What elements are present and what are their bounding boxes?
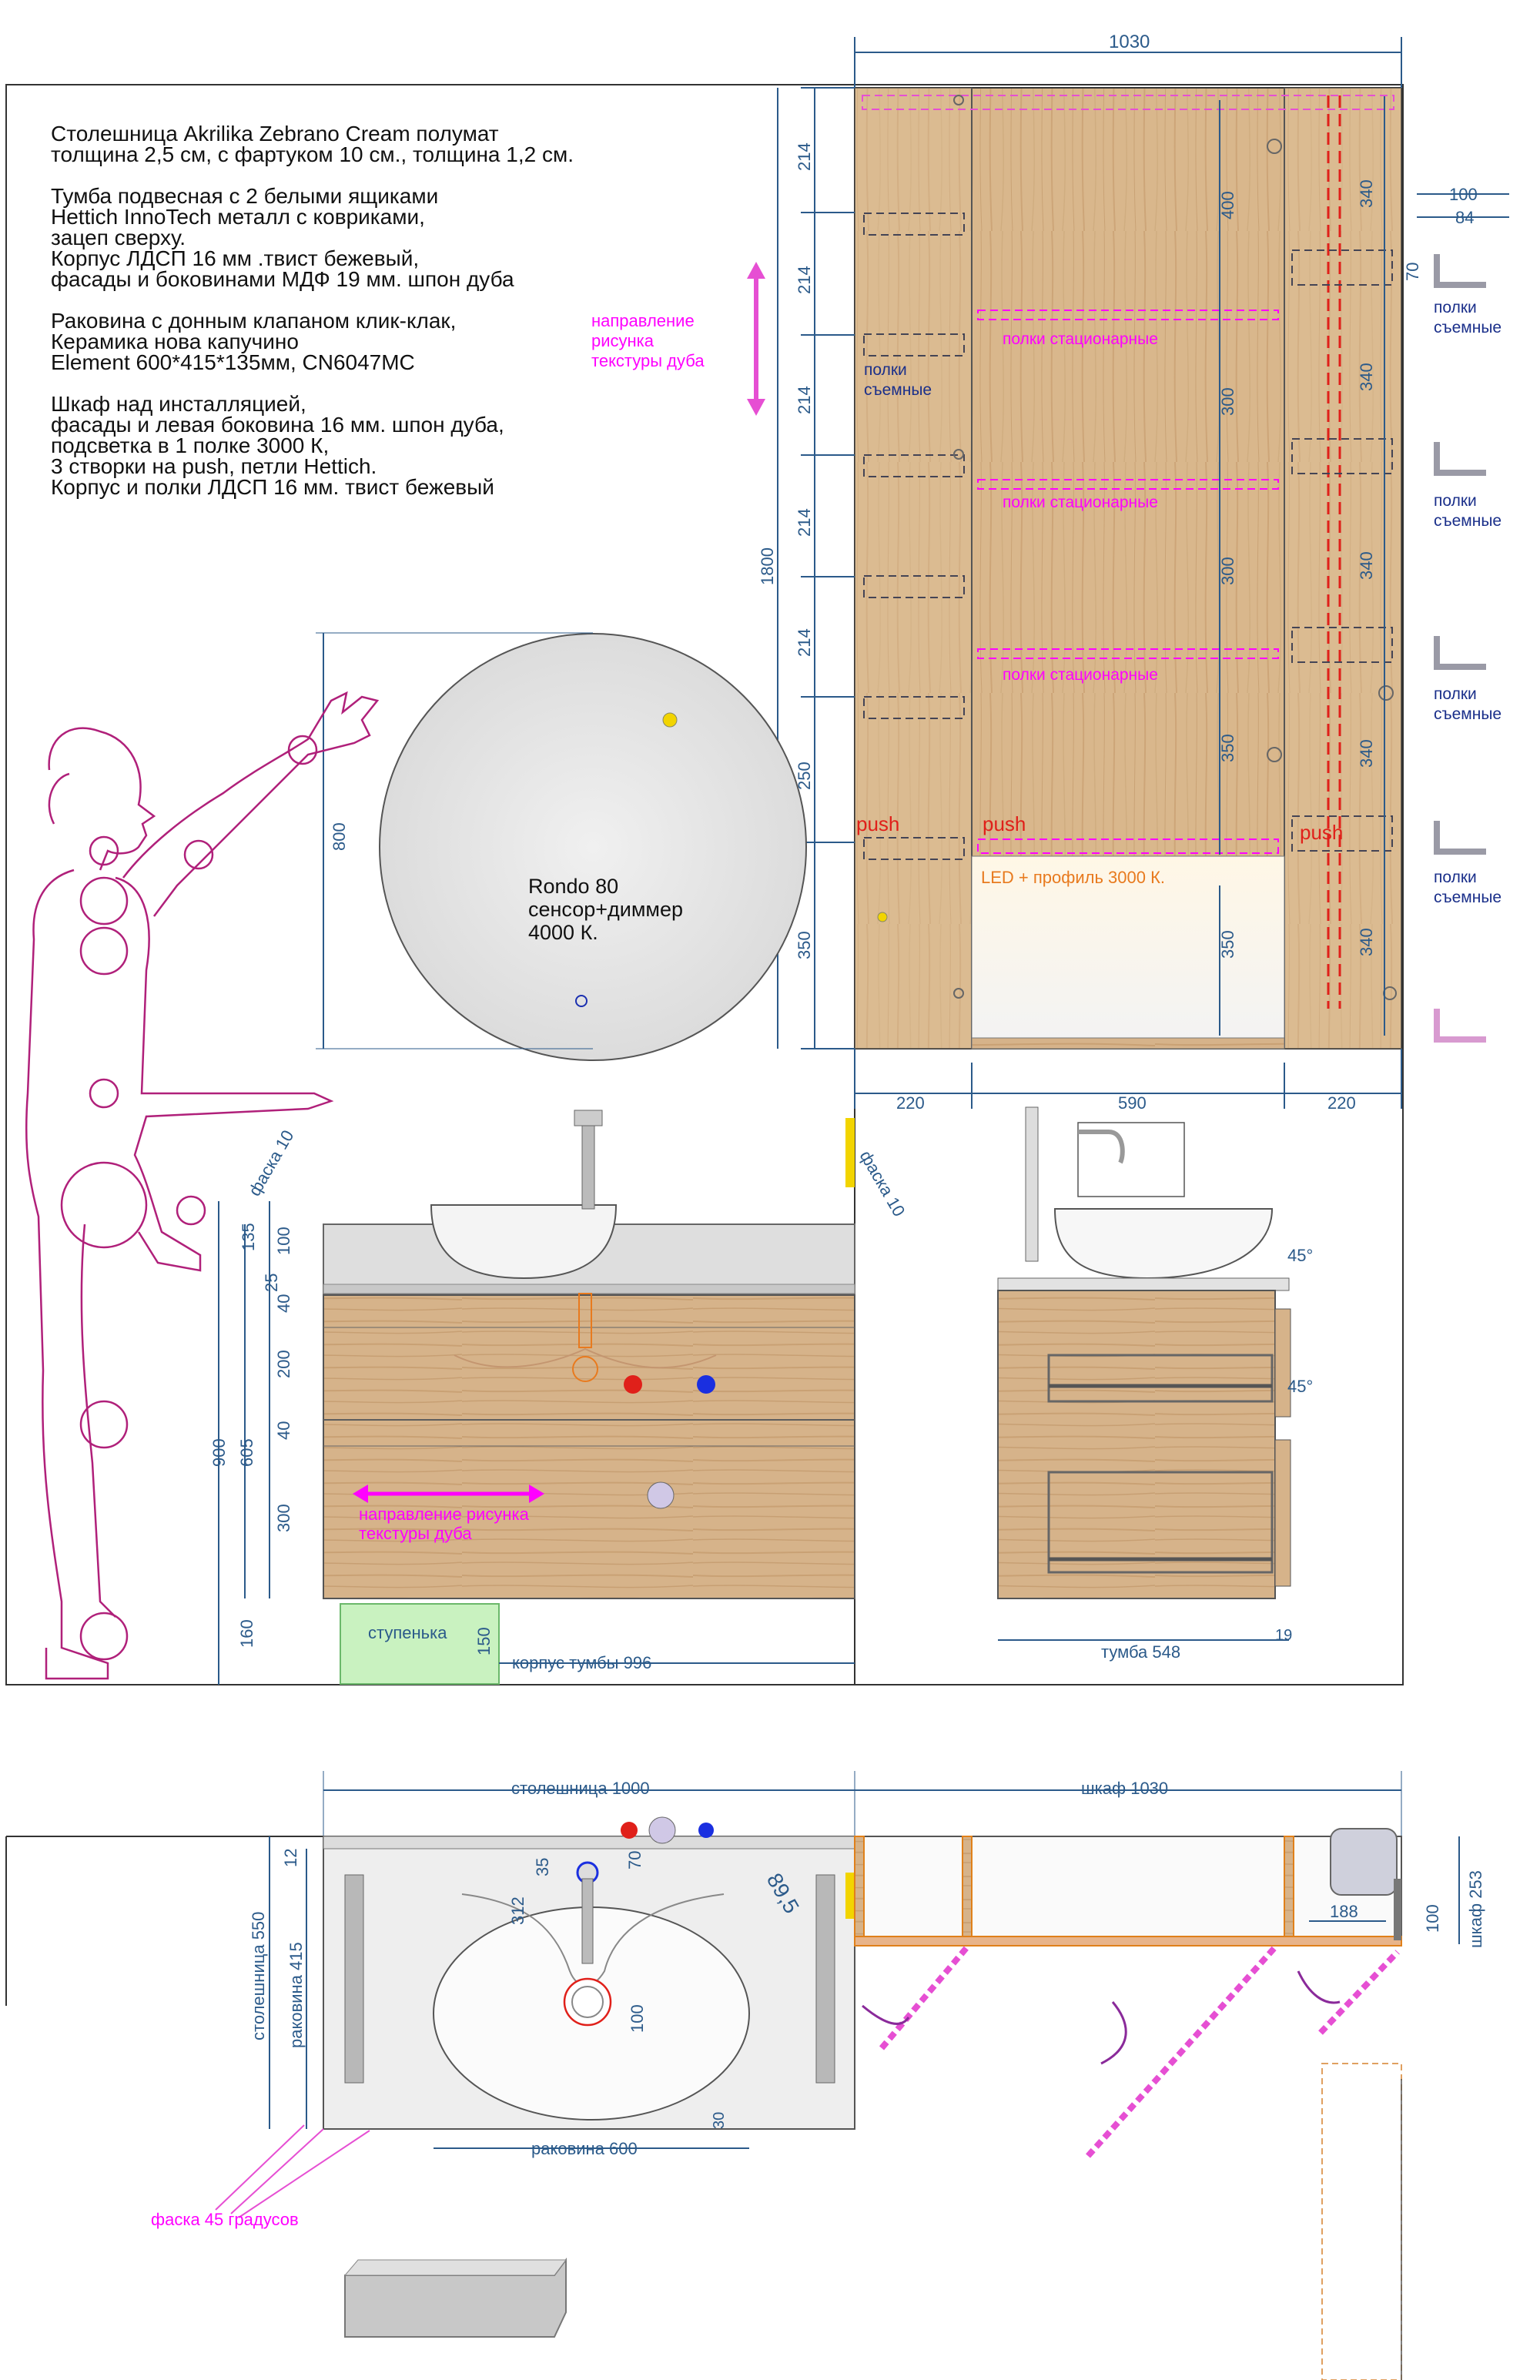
spec-line: Hettich InnoTech металл с ковриками, bbox=[51, 205, 425, 229]
svg-text:214: 214 bbox=[795, 386, 814, 414]
svg-text:полки: полки bbox=[1434, 299, 1477, 316]
spec-block bbox=[51, 123, 744, 165]
svg-text:корпус тумбы 996: корпус тумбы 996 bbox=[512, 1653, 652, 1672]
spec-line: Element 600*415*135мм, CN6047MC bbox=[51, 350, 415, 374]
spec-line: зацеп сверху. bbox=[51, 226, 186, 249]
svg-text:350: 350 bbox=[1218, 734, 1237, 762]
mirror-label-3: 4000 К. bbox=[528, 921, 598, 944]
svg-text:214: 214 bbox=[795, 628, 814, 657]
svg-text:40: 40 bbox=[274, 1294, 293, 1313]
fixed-shelves-label-3: полки стационарные bbox=[1003, 666, 1158, 684]
svg-text:направление: направление bbox=[591, 311, 695, 330]
svg-text:70: 70 bbox=[1403, 262, 1422, 281]
push-label-right: push bbox=[1300, 821, 1344, 844]
vanity-front bbox=[323, 1110, 855, 1684]
svg-text:900: 900 bbox=[209, 1438, 229, 1467]
svg-text:250: 250 bbox=[795, 762, 814, 790]
svg-text:300: 300 bbox=[1218, 387, 1237, 416]
svg-text:шкаф 253: шкаф 253 bbox=[1466, 1870, 1485, 1948]
svg-text:214: 214 bbox=[795, 266, 814, 294]
svg-text:350: 350 bbox=[795, 931, 814, 959]
svg-text:30: 30 bbox=[711, 2111, 728, 2129]
svg-text:19: 19 bbox=[1275, 1627, 1293, 1644]
svg-text:100: 100 bbox=[1423, 1904, 1442, 1933]
drain-dot bbox=[648, 1482, 674, 1508]
svg-text:съемные: съемные bbox=[1434, 889, 1502, 906]
spec-line: Шкаф над инсталляцией, bbox=[51, 392, 306, 416]
svg-text:214: 214 bbox=[795, 508, 814, 537]
svg-text:135: 135 bbox=[239, 1223, 258, 1251]
svg-text:1800: 1800 bbox=[758, 547, 777, 585]
svg-text:шкаф 1030: шкаф 1030 bbox=[1081, 1779, 1169, 1798]
mirror-rondo bbox=[316, 633, 806, 1060]
svg-text:300: 300 bbox=[1218, 557, 1237, 585]
fixed-shelves-label-2: полки стационарные bbox=[1003, 494, 1158, 511]
svg-text:590: 590 bbox=[1118, 1093, 1147, 1113]
svg-text:12: 12 bbox=[281, 1848, 300, 1867]
svg-text:текстуры дуба: текстуры дуба bbox=[591, 351, 705, 370]
mirror-label-1: Rondo 80 bbox=[528, 875, 619, 898]
svg-text:220: 220 bbox=[896, 1093, 925, 1113]
svg-text:800: 800 bbox=[330, 822, 349, 851]
spec-line: 3 створки на push, петли Hettich. bbox=[51, 454, 377, 478]
svg-text:312: 312 bbox=[508, 1896, 527, 1925]
led-label: LED + профиль 3000 К. bbox=[981, 868, 1166, 887]
svg-text:100: 100 bbox=[1449, 185, 1478, 204]
dim-cabinet-bottom bbox=[855, 1049, 1401, 1113]
fixed-shelves-label-1: полки стационарные bbox=[1003, 330, 1158, 348]
svg-text:столешница 550: столешница 550 bbox=[249, 1911, 268, 2040]
mirror-label-2: сенсор+диммер bbox=[528, 898, 684, 921]
dim-cabinet-width bbox=[855, 32, 1401, 88]
svg-text:340: 340 bbox=[1357, 928, 1376, 956]
svg-text:350: 350 bbox=[1218, 930, 1237, 959]
svg-text:раковина 600: раковина 600 bbox=[531, 2139, 638, 2158]
svg-text:188: 188 bbox=[1330, 1902, 1358, 1921]
svg-text:полки: полки bbox=[1434, 492, 1477, 510]
svg-text:40: 40 bbox=[274, 1421, 293, 1440]
svg-text:220: 220 bbox=[1327, 1093, 1356, 1113]
spec-line: Столешница Akrilika Zebrano Cream полумат bbox=[51, 122, 499, 146]
spec-line: подсветка в 1 полке 3000 К, bbox=[51, 433, 330, 457]
svg-text:84: 84 bbox=[1455, 208, 1475, 227]
spec-line: фасады и левая боковина 16 мм. шпон дуба, bbox=[51, 413, 504, 437]
shelf-bracket-legend bbox=[1403, 185, 1509, 1039]
vanity-side bbox=[998, 1107, 1313, 1662]
cabinet-elevation bbox=[855, 88, 1401, 1049]
svg-text:214: 214 bbox=[795, 142, 814, 171]
svg-text:текстуры дуба: текстуры дуба bbox=[359, 1524, 472, 1543]
svg-text:направление рисунка: направление рисунка bbox=[359, 1505, 529, 1524]
spec-line: Корпус и полки ЛДСП 16 мм. твист бежевый bbox=[51, 475, 494, 499]
svg-text:25: 25 bbox=[262, 1273, 281, 1292]
svg-text:съемные: съемные bbox=[1434, 705, 1502, 723]
svg-text:съемные: съемные bbox=[1434, 512, 1502, 530]
spec-line: фасады и боковинами МДФ 19 мм. шпон дуба bbox=[51, 267, 514, 291]
chamfer-label-left: фаска 10 bbox=[244, 1126, 298, 1200]
spec-line: Керамика нова капучино bbox=[51, 330, 299, 353]
svg-text:150: 150 bbox=[474, 1627, 494, 1655]
chamfer-label-right: фаска 10 bbox=[855, 1147, 909, 1220]
spec-line: толщина 2,5 см, с фартуком 10 см., толщина 1,2 см. bbox=[51, 142, 574, 166]
svg-text:полки: полки bbox=[1434, 685, 1477, 703]
svg-text:тумба 548: тумба 548 bbox=[1101, 1642, 1181, 1662]
spec-block bbox=[51, 393, 744, 497]
spec-block bbox=[51, 310, 744, 373]
spec-line: Раковина с донным клапаном клик-клак, bbox=[51, 309, 457, 333]
sensor-dot bbox=[878, 912, 887, 922]
svg-text:200: 200 bbox=[274, 1350, 293, 1378]
spec-line: Корпус ЛДСП 16 мм .твист бежевый, bbox=[51, 246, 420, 270]
svg-text:ступенька: ступенька bbox=[368, 1623, 447, 1642]
svg-text:35: 35 bbox=[533, 1857, 552, 1876]
svg-text:340: 340 bbox=[1357, 551, 1376, 580]
svg-text:столешница 1000: столешница 1000 bbox=[511, 1779, 650, 1798]
svg-text:рисунка: рисунка bbox=[591, 331, 654, 350]
svg-text:100: 100 bbox=[628, 2004, 647, 2033]
push-label-center: push bbox=[983, 812, 1026, 835]
removable-shelves-label-1: полки bbox=[864, 361, 907, 379]
spec-block bbox=[51, 186, 744, 290]
angle-label-1: 45° bbox=[1287, 1246, 1314, 1265]
svg-text:400: 400 bbox=[1218, 191, 1237, 219]
svg-text:полки: полки bbox=[1434, 869, 1477, 886]
svg-text:160: 160 bbox=[237, 1619, 256, 1648]
svg-text:фаска 45 градусов: фаска 45 градусов bbox=[151, 2210, 299, 2229]
mirror-sensor-dot bbox=[663, 713, 677, 727]
spec-line: Тумба подвесная с 2 белыми ящиками bbox=[51, 184, 439, 208]
svg-text:300: 300 bbox=[274, 1504, 293, 1532]
push-label-left: push bbox=[856, 812, 900, 835]
svg-text:раковина 415: раковина 415 bbox=[286, 1942, 306, 2048]
removable-shelves-label-2: съемные bbox=[864, 381, 932, 399]
hot-water-dot bbox=[624, 1375, 642, 1394]
svg-text:340: 340 bbox=[1357, 179, 1376, 208]
svg-text:340: 340 bbox=[1357, 363, 1376, 391]
svg-text:70: 70 bbox=[625, 1850, 644, 1870]
cold-water-dot bbox=[697, 1375, 715, 1394]
svg-text:съемные: съемные bbox=[1434, 319, 1502, 336]
svg-text:340: 340 bbox=[1357, 739, 1376, 768]
angle-label-2: 45° bbox=[1287, 1377, 1314, 1396]
dim-vanity-height bbox=[209, 1201, 293, 1685]
svg-text:605: 605 bbox=[237, 1438, 256, 1467]
svg-text:1030: 1030 bbox=[1109, 32, 1150, 52]
svg-text:89,5: 89,5 bbox=[762, 1869, 804, 1918]
plan-view bbox=[6, 1771, 1485, 2380]
svg-text:100: 100 bbox=[274, 1227, 293, 1255]
specification-notes bbox=[51, 123, 744, 518]
